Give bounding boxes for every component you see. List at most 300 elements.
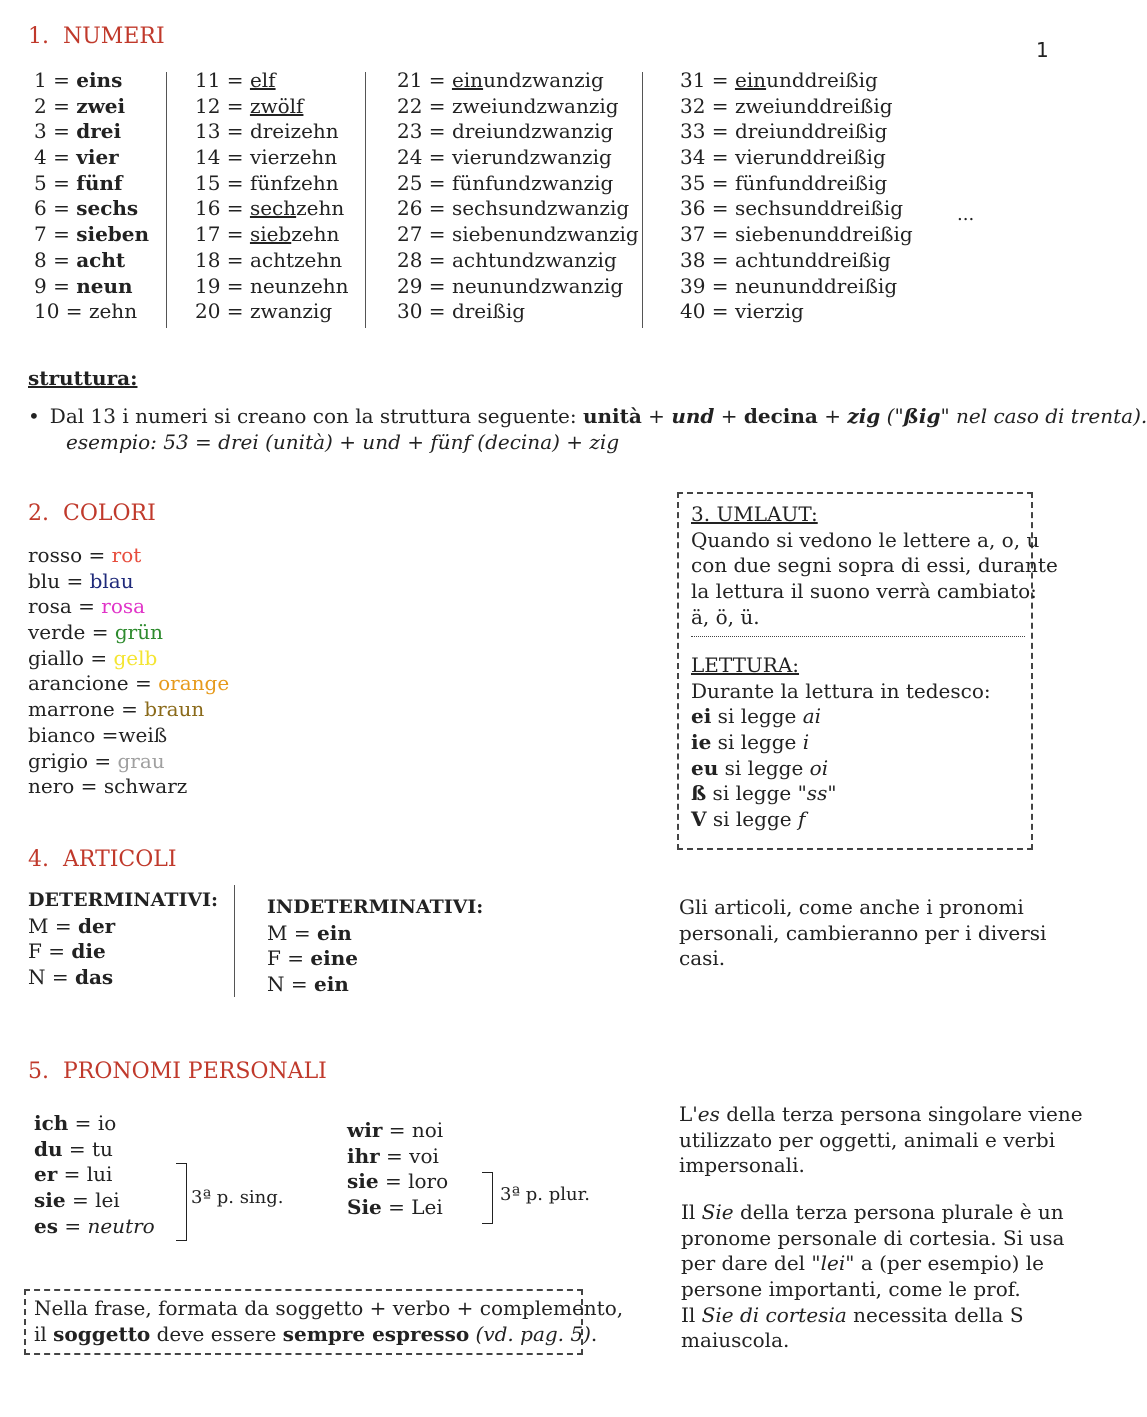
lettura-value: f xyxy=(797,807,806,832)
number-word: dreizehn xyxy=(249,119,339,144)
pronoun-german: ich xyxy=(34,1111,69,1135)
note-text: Il xyxy=(681,1200,702,1224)
box-text: . xyxy=(590,1321,598,1346)
section-title: NUMERI xyxy=(63,24,165,49)
equals-sign: = xyxy=(284,972,314,997)
gender-label: F xyxy=(28,939,42,964)
colors-list xyxy=(28,543,229,800)
rule-plus: + xyxy=(641,404,672,428)
number-row xyxy=(34,145,149,171)
equals-sign: = xyxy=(62,1136,93,1161)
number-row xyxy=(34,274,149,300)
number-word: fünfunddreißig xyxy=(734,170,888,195)
note-sie-cortesia: Sie di cortesia xyxy=(701,1302,847,1327)
struttura-example: esempio: 53 = drei (unità) + und + fünf (decina) + zig xyxy=(66,430,620,454)
lettura-title: LETTURA: xyxy=(691,653,800,677)
page-number: 1 xyxy=(1036,38,1049,62)
number-digit: 19 xyxy=(195,273,221,298)
gender-label: M xyxy=(28,913,49,938)
pronoun-italian: lui xyxy=(86,1162,113,1187)
number-digit: 21 xyxy=(397,68,423,92)
number-digit: 8 xyxy=(34,247,47,272)
rule-paren-end: " nel caso di trenta). xyxy=(940,404,1147,428)
equals-sign: = xyxy=(128,671,159,696)
note-text: necessita della S xyxy=(846,1302,1024,1327)
number-row xyxy=(34,248,149,274)
lettura-middle: si legge xyxy=(718,755,810,780)
number-word: sechsunddreißig xyxy=(734,196,904,221)
box-ref: (vd. pag. 5) xyxy=(475,1321,591,1346)
note-line xyxy=(681,1251,1064,1277)
bullet-icon: • xyxy=(28,404,40,428)
number-digit: 22 xyxy=(397,93,423,118)
pronoun-row xyxy=(34,1214,155,1240)
color-row xyxy=(28,543,229,569)
color-german: rot xyxy=(111,543,142,567)
note-line xyxy=(681,1200,1064,1226)
equals-sign: = xyxy=(705,222,735,247)
note-line: impersonali. xyxy=(679,1153,805,1178)
article-word: ein xyxy=(316,920,352,945)
equals-sign: = xyxy=(65,1188,96,1213)
note-text: " a (per esempio) le xyxy=(845,1251,1045,1276)
number-digit: 20 xyxy=(195,299,221,324)
number-row xyxy=(397,68,639,94)
article-row xyxy=(267,921,483,947)
number-digit: 26 xyxy=(397,196,423,221)
article-row xyxy=(28,939,218,965)
equals-sign: = xyxy=(41,939,72,964)
number-row xyxy=(680,248,913,274)
struttura-rule xyxy=(28,404,1147,428)
pronoun-row xyxy=(347,1144,448,1170)
color-row xyxy=(28,569,229,595)
equals-sign: = xyxy=(378,1169,409,1194)
pronoun-italian: lei xyxy=(95,1188,120,1213)
number-word: zwei xyxy=(76,93,126,118)
equals-sign: = xyxy=(422,299,452,324)
equals-sign: = xyxy=(46,145,77,170)
number-word: sieben xyxy=(76,222,150,247)
equals-sign: = xyxy=(83,645,114,670)
determinativi-title: DETERMINATIVI: xyxy=(28,889,219,911)
note-line: casi. xyxy=(679,946,726,971)
struttura-label: struttura: xyxy=(28,366,138,390)
equals-sign: = xyxy=(46,170,77,195)
equals-sign: = xyxy=(422,222,452,247)
equals-sign: = xyxy=(220,196,250,221)
articoli-indeterminativi xyxy=(267,895,483,998)
indeterminativi-title: INDETERMINATIVI: xyxy=(267,896,484,918)
pronoun-german: sie xyxy=(34,1188,66,1213)
lettura-rule xyxy=(691,756,991,782)
article-word: der xyxy=(77,913,116,938)
number-row xyxy=(34,119,149,145)
color-italian: rosso xyxy=(28,543,83,567)
lettura-key: ie xyxy=(691,730,712,755)
equals-sign: = xyxy=(220,93,250,118)
column-divider xyxy=(365,72,366,328)
pronoun-row xyxy=(347,1169,448,1195)
note-line xyxy=(681,1303,1064,1329)
number-digit: 6 xyxy=(34,196,47,221)
number-word: siebenundzwanzig xyxy=(451,222,639,247)
equals-sign: = xyxy=(59,299,89,324)
number-digit: 39 xyxy=(680,273,706,298)
equals-sign: = xyxy=(422,170,452,195)
articoli-note xyxy=(679,895,1046,972)
pronoun-row xyxy=(34,1137,155,1163)
lettura-rule xyxy=(691,704,991,730)
color-german: weiß xyxy=(118,722,168,747)
color-german: grün xyxy=(114,620,163,645)
number-word: neunzehn xyxy=(249,273,349,298)
number-row xyxy=(195,248,349,274)
equals-sign: = xyxy=(46,93,77,118)
number-digit: 40 xyxy=(680,299,706,324)
number-row xyxy=(34,299,149,325)
number-digit: 24 xyxy=(397,145,423,170)
article-word: eine xyxy=(310,946,358,971)
lettura-middle: si legge xyxy=(711,704,803,729)
number-digit: 38 xyxy=(680,247,706,272)
rule-paren: (" xyxy=(880,404,904,428)
number-row xyxy=(397,222,639,248)
number-row xyxy=(34,196,149,222)
number-row xyxy=(397,119,639,145)
note-lei-word: lei xyxy=(820,1251,846,1276)
number-row xyxy=(397,274,639,300)
article-word: das xyxy=(74,965,114,990)
gender-label: F xyxy=(267,946,281,971)
number-word: dreißig xyxy=(451,299,526,324)
equals-sign: = xyxy=(280,946,311,971)
equals-sign: = xyxy=(46,247,77,272)
equals-sign: = xyxy=(220,222,250,247)
number-digit: 25 xyxy=(397,170,423,195)
number-word: vierzehn xyxy=(249,145,338,170)
equals-sign: = xyxy=(705,68,735,92)
number-digit: 7 xyxy=(34,222,47,247)
number-word: neununddreißig xyxy=(734,273,898,298)
number-digit: 18 xyxy=(195,247,221,272)
pronoun-german: wir xyxy=(347,1118,383,1142)
number-word: vier xyxy=(76,145,119,170)
section-title-pronomi xyxy=(28,1059,327,1084)
number-digit: 11 xyxy=(195,68,221,92)
number-row xyxy=(195,222,349,248)
number-word: drei xyxy=(76,119,122,144)
number-digit: 33 xyxy=(680,119,706,144)
note-es xyxy=(679,1102,1083,1179)
section-title: COLORI xyxy=(63,501,156,526)
number-word: zwanzig xyxy=(249,299,333,324)
number-digit: 2 xyxy=(34,93,47,118)
number-row xyxy=(397,171,639,197)
number-row xyxy=(680,145,913,171)
section-title-colori xyxy=(28,501,156,526)
number-row xyxy=(397,299,639,325)
pronoun-row xyxy=(34,1111,155,1137)
number-digit: 5 xyxy=(34,170,47,195)
number-row xyxy=(397,248,639,274)
number-digit: 35 xyxy=(680,170,706,195)
section-number: 4. xyxy=(28,847,49,872)
color-row xyxy=(28,671,229,697)
pronoun-german: Sie xyxy=(347,1195,382,1220)
equals-sign: = xyxy=(46,222,77,247)
number-word: achtunddreißig xyxy=(734,247,891,272)
equals-sign: = xyxy=(705,247,735,272)
number-word: zweiundzwanzig xyxy=(451,93,619,118)
color-italian: giallo xyxy=(28,645,84,670)
equals-sign: = xyxy=(422,119,452,144)
lettura-value: oi xyxy=(809,755,829,780)
pronoun-german: es xyxy=(34,1213,58,1238)
number-word: fünfundzwanzig xyxy=(451,170,614,195)
pronomi-plurali xyxy=(347,1118,448,1221)
rule-decina: decina xyxy=(743,404,818,428)
number-word: neunundzwanzig xyxy=(451,273,624,298)
pronoun-row xyxy=(34,1188,155,1214)
equals-sign: = xyxy=(95,722,119,747)
number-row xyxy=(680,94,913,120)
number-word: fünf xyxy=(76,170,123,195)
color-german: braun xyxy=(144,697,205,722)
number-row xyxy=(195,94,349,120)
numbers-column-3 xyxy=(397,68,639,325)
lettura-middle: si legge xyxy=(706,781,798,806)
color-german: grau xyxy=(117,748,165,773)
article-row xyxy=(267,946,483,972)
note-line: pronome personale di cortesia. Si usa xyxy=(681,1225,1065,1250)
box-text: il xyxy=(34,1321,54,1346)
umlaut-dotted-divider xyxy=(691,636,1025,637)
lettura-rule xyxy=(691,730,991,756)
note-line: persone importanti, come le prof. xyxy=(681,1277,1021,1302)
pronoun-italian: io xyxy=(97,1111,117,1135)
color-italian: nero xyxy=(28,774,75,799)
number-word: eins xyxy=(76,68,123,92)
ellipsis: ... xyxy=(957,204,975,225)
note-line: utilizzato per oggetti, animali e verbi xyxy=(679,1127,1056,1152)
number-digit: 3 xyxy=(34,119,47,144)
number-digit: 16 xyxy=(195,196,221,221)
number-digit: 17 xyxy=(195,222,221,247)
numbers-column-2 xyxy=(195,68,349,325)
equals-sign: = xyxy=(71,594,102,619)
lettura-value: ai xyxy=(802,704,822,729)
number-digit: 29 xyxy=(397,273,423,298)
number-word: achtzehn xyxy=(249,247,343,272)
numbers-column-4 xyxy=(680,68,913,325)
number-word: unddreißig xyxy=(766,68,878,92)
note-es-word: es xyxy=(697,1102,720,1126)
equals-sign: = xyxy=(705,299,735,324)
equals-sign: = xyxy=(114,697,145,722)
equals-sign: = xyxy=(705,273,735,298)
number-row xyxy=(680,299,913,325)
equals-sign: = xyxy=(287,920,317,945)
number-row xyxy=(34,222,149,248)
equals-sign: = xyxy=(46,68,77,92)
color-italian: bianco xyxy=(28,722,96,747)
color-row xyxy=(28,646,229,672)
equals-sign: = xyxy=(220,247,250,272)
equals-sign: = xyxy=(422,93,452,118)
number-row xyxy=(34,171,149,197)
equals-sign: = xyxy=(422,247,452,272)
equals-sign: = xyxy=(705,119,735,144)
equals-sign: = xyxy=(74,774,104,799)
number-word: zweiunddreißig xyxy=(734,93,893,118)
note-text: Il xyxy=(681,1302,702,1327)
note-text: della terza persona singolare viene xyxy=(719,1102,1083,1126)
note-text: della terza persona plurale è un xyxy=(733,1200,1064,1224)
section-title-articoli xyxy=(28,847,177,872)
pronoun-german: du xyxy=(34,1136,63,1161)
number-row xyxy=(397,145,639,171)
lettura-key: V xyxy=(691,807,707,832)
equals-sign: = xyxy=(705,145,735,170)
equals-sign: = xyxy=(705,196,735,221)
section-title: PRONOMI PERSONALI xyxy=(63,1059,327,1084)
umlaut-title: 3. UMLAUT: xyxy=(691,502,818,526)
pronoun-italian: noi xyxy=(411,1118,444,1142)
number-word: elf xyxy=(249,68,276,92)
equals-sign: = xyxy=(85,620,115,645)
pronomi-singolari xyxy=(34,1111,155,1239)
equals-sign: = xyxy=(422,145,452,170)
color-italian: grigio xyxy=(28,748,88,773)
section-number: 2. xyxy=(28,501,49,526)
pronoun-italian: tu xyxy=(92,1136,113,1161)
equals-sign: = xyxy=(379,1143,410,1168)
equals-sign: = xyxy=(705,170,735,195)
number-word: zehn xyxy=(88,299,138,324)
number-word: zehn xyxy=(291,222,340,247)
pronoun-italian: loro xyxy=(408,1169,449,1194)
article-row xyxy=(28,914,218,940)
number-row xyxy=(34,68,149,94)
box-sempre-espresso: sempre espresso xyxy=(282,1321,470,1346)
equals-sign: = xyxy=(220,68,250,92)
column-divider xyxy=(234,885,235,997)
color-italian: blu xyxy=(28,568,61,593)
equals-sign: = xyxy=(220,145,250,170)
number-row xyxy=(195,299,349,325)
color-italian: verde xyxy=(28,620,86,645)
equals-sign: = xyxy=(48,913,78,938)
note-line: personali, cambieranno per i diversi xyxy=(679,920,1047,945)
lettura-rule xyxy=(691,807,991,833)
lettura-intro: Durante la lettura in tedesco: xyxy=(691,678,991,703)
lettura-value: "ss" xyxy=(797,781,837,806)
note-line: Gli articoli, come anche i pronomi xyxy=(679,895,1024,919)
number-row xyxy=(397,196,639,222)
pronoun-german: er xyxy=(34,1162,58,1187)
color-row xyxy=(28,594,229,620)
equals-sign: = xyxy=(381,1195,412,1220)
color-italian: arancione xyxy=(28,671,129,696)
equals-sign: = xyxy=(82,543,112,567)
box-soggetto: soggetto xyxy=(53,1321,151,1346)
rule-zig: zig xyxy=(847,404,881,428)
number-word: sechs xyxy=(76,196,139,221)
umlaut-text-line: Quando si vedono le lettere a, o, u xyxy=(691,527,1040,552)
number-row xyxy=(680,196,913,222)
pronoun-italian: voi xyxy=(409,1143,439,1168)
rule-unita: unità xyxy=(582,404,642,428)
number-row xyxy=(680,119,913,145)
number-digit: 37 xyxy=(680,222,706,247)
sing-label: 3ª p. sing. xyxy=(191,1187,284,1208)
number-digit: 31 xyxy=(680,68,706,92)
equals-sign: = xyxy=(46,196,77,221)
numbers-column-1 xyxy=(34,68,149,325)
color-row xyxy=(28,697,229,723)
note-line xyxy=(679,1102,1083,1128)
number-row xyxy=(195,119,349,145)
number-digit: 4 xyxy=(34,145,47,170)
article-row xyxy=(267,972,483,998)
number-row xyxy=(680,274,913,300)
lettura-key: eu xyxy=(691,755,719,780)
color-german: orange xyxy=(158,671,230,696)
equals-sign: = xyxy=(220,119,250,144)
color-row xyxy=(28,749,229,775)
equals-sign: = xyxy=(422,68,452,92)
number-digit: 14 xyxy=(195,145,221,170)
column-divider xyxy=(642,72,643,328)
number-word: dreiundzwanzig xyxy=(451,119,614,144)
color-row xyxy=(28,620,229,646)
articoli-determinativi xyxy=(28,888,218,991)
number-word: fünfzehn xyxy=(249,170,339,195)
rule-ssig: ßig xyxy=(903,404,941,428)
section-number: 5. xyxy=(28,1059,49,1084)
number-row xyxy=(195,274,349,300)
number-digit: 34 xyxy=(680,145,706,170)
umlaut-text-line: ä, ö, ü. xyxy=(691,604,760,629)
rule-text: Dal 13 i numeri si creano con la struttura seguente: xyxy=(49,404,583,428)
lettura-key: ei xyxy=(691,704,712,729)
umlaut-content xyxy=(691,502,1058,630)
note-sie xyxy=(681,1200,1064,1354)
box-text: deve essere xyxy=(150,1321,283,1346)
number-word: vierunddreißig xyxy=(734,145,886,170)
pronoun-german: ihr xyxy=(347,1143,380,1168)
equals-sign: = xyxy=(220,170,250,195)
number-digit: 12 xyxy=(195,93,221,118)
number-digit: 28 xyxy=(397,247,423,272)
number-digit: 15 xyxy=(195,170,221,195)
equals-sign: = xyxy=(45,965,75,990)
number-word: dreiunddreißig xyxy=(734,119,888,144)
section-title: ARTICOLI xyxy=(63,847,177,872)
lettura-middle: si legge xyxy=(711,730,803,755)
number-row xyxy=(195,196,349,222)
number-word: sechsundzwanzig xyxy=(451,196,630,221)
number-row xyxy=(34,94,149,120)
gender-label: M xyxy=(267,920,288,945)
pronoun-italian: neutro xyxy=(87,1213,155,1238)
pronoun-german: sie xyxy=(347,1169,379,1194)
number-word: zwölf xyxy=(249,93,304,118)
section-title-numeri xyxy=(28,24,165,49)
lettura-content xyxy=(691,653,991,833)
gender-label: N xyxy=(28,965,46,990)
